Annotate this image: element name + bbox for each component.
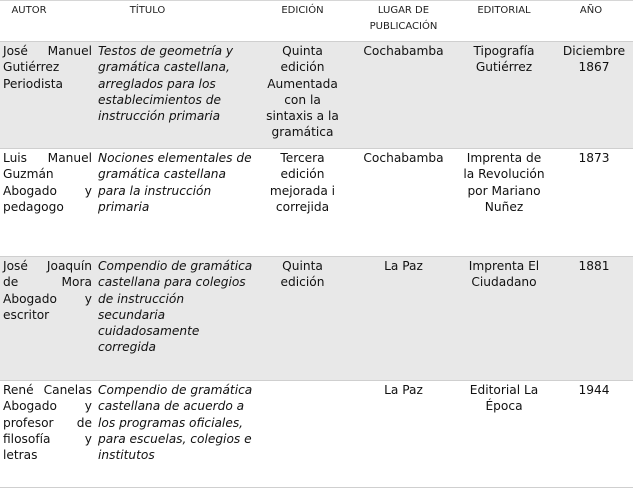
- cell-titulo: Compendio de gramática castellana de acuerdo a los programas oficiales, para escuelas, colegios e institutos: [95, 381, 257, 488]
- cell-lugar: Cochabamba: [348, 149, 459, 257]
- cell-autor: José Manuel Gutiérrez Periodista: [0, 42, 95, 149]
- cell-edicion: Quinta edición: [257, 257, 348, 381]
- cell-lugar: La Paz: [348, 257, 459, 381]
- cell-anio: 1873: [549, 149, 633, 257]
- cell-titulo: Nociones elementales de gramática castellana para la instrucción primaria: [95, 149, 257, 257]
- cell-editorial: Editorial La Época: [459, 381, 549, 488]
- header-lugar: [348, 1, 459, 42]
- cell-anio: 1944: [549, 381, 633, 488]
- header-lugar-line1: LUGAR DE: [377, 5, 430, 16]
- cell-autor: René Canelas Abogado y profesor de filosofía y letras: [0, 381, 95, 488]
- cell-autor: José Joaquín de Mora Abogado y escritor: [0, 257, 95, 381]
- header-anio: AÑO: [549, 1, 633, 42]
- table-row: [0, 149, 633, 257]
- table-row: [0, 42, 633, 149]
- cell-anio: Diciembre 1867: [549, 42, 633, 149]
- table-row: [0, 257, 633, 381]
- header-editorial: EDITORIAL: [459, 1, 549, 42]
- header-edicion: EDICIÓN: [257, 1, 348, 42]
- cell-edicion: Tercera edición mejorada i correjida: [257, 149, 348, 257]
- header-lugar-line2: PUBLICACIÓN: [369, 21, 438, 32]
- cell-edicion: Quinta edición Aumentada con la sintaxis a la gramática: [257, 42, 348, 149]
- cell-anio: 1881: [549, 257, 633, 381]
- cell-lugar: La Paz: [348, 381, 459, 488]
- table-body: [0, 42, 633, 488]
- header-titulo: TÍTULO: [95, 1, 257, 42]
- table-header: [0, 1, 633, 42]
- header-autor: AUTOR: [0, 1, 95, 42]
- cell-titulo: Compendio de gramática castellana para colegios de instrucción secundaria cuidadosamente corregida: [95, 257, 257, 381]
- cell-editorial: Tipografía Gutiérrez: [459, 42, 549, 149]
- cell-titulo: Testos de geometría y gramática castellana, arreglados para los establecimientos de instrucción primaria: [95, 42, 257, 149]
- table-row: [0, 381, 633, 488]
- cell-edicion: [257, 381, 348, 488]
- header-row: [0, 1, 633, 42]
- cell-editorial: Imprenta de la Revolución por Mariano Nuñez: [459, 149, 549, 257]
- cell-editorial: Imprenta El Ciudadano: [459, 257, 549, 381]
- cell-lugar: Cochabamba: [348, 42, 459, 149]
- cell-autor: Luis Manuel Guzmán Abogado y pedagogo: [0, 149, 95, 257]
